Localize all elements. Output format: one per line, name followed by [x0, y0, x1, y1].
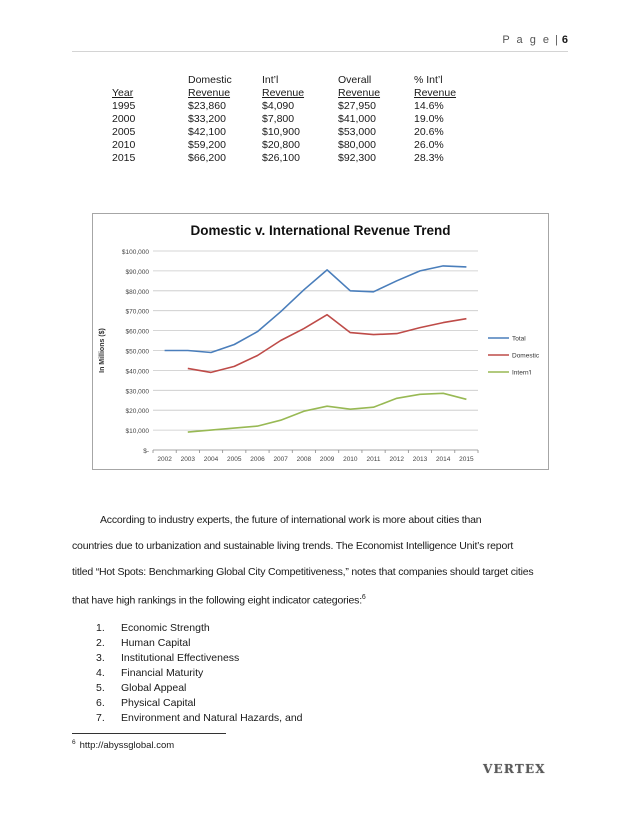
paragraph-line-1: According to industry experts, the future of international work is more about cities than [100, 514, 482, 526]
y-axis-title: In Millions ($) [99, 328, 106, 373]
list-item: 6. Physical Capital [96, 697, 196, 709]
table-cell: $4,090 [262, 100, 295, 112]
table-row [112, 126, 474, 139]
page-header [0, 34, 568, 46]
series-line-internl [188, 393, 467, 432]
footnote-reference[interactable]: 6 [361, 594, 366, 601]
footnote-number: 6 [72, 739, 76, 746]
header-pct-intl: % Int’l Revenue [414, 74, 457, 99]
header-intl: Int’l Revenue [262, 74, 305, 99]
table-cell: 2010 [112, 139, 136, 151]
table-cell: $23,860 [188, 100, 226, 112]
header-year: Year [112, 87, 134, 99]
table-cell: $26,100 [262, 152, 300, 164]
legend-label: Total [512, 335, 526, 343]
x-tick-label: 2015 [459, 456, 474, 463]
x-tick-label: 2012 [389, 456, 404, 463]
list-item: 5. Global Appeal [96, 682, 187, 694]
chart-title: Domestic v. International Revenue Trend [190, 223, 451, 238]
x-tick-label: 2006 [250, 456, 265, 463]
x-tick-label: 2013 [412, 456, 428, 463]
paragraph-line-3: titled “Hot Spots: Benchmarking Global City Competitiveness,” notes that companies should target cities [72, 566, 534, 578]
indicator-list [96, 621, 303, 726]
list-item: 1. Economic Strength [96, 622, 210, 634]
y-tick-label: $- [143, 448, 149, 455]
legend-label: Domestic [512, 352, 540, 360]
revenue-trend-chart [92, 213, 549, 470]
header-overall: Overall Revenue [338, 74, 381, 99]
table-cell: $27,950 [338, 100, 376, 112]
table-cell: $33,200 [188, 113, 226, 125]
table-cell: $66,200 [188, 152, 226, 164]
list-item: 4. Financial Maturity [96, 667, 204, 679]
table-cell: $42,100 [188, 126, 226, 138]
table-cell: 2005 [112, 126, 136, 138]
x-tick-label: 2007 [273, 456, 288, 463]
x-tick-label: 2008 [296, 456, 312, 463]
table-cell: $59,200 [188, 139, 226, 151]
table-row [112, 152, 474, 165]
table-cell: $7,800 [262, 113, 295, 125]
table-cell: $20,800 [262, 139, 300, 151]
table-row [112, 139, 474, 152]
table-cell: $10,900 [262, 126, 300, 138]
y-tick-label: $40,000 [125, 368, 149, 376]
footnote-link[interactable]: http://abyssglobal.com [79, 740, 175, 752]
table-cell: 28.3% [414, 152, 444, 164]
page-number: 6 [561, 34, 568, 46]
x-tick-label: 2011 [366, 456, 381, 463]
footnote-rule [72, 733, 226, 734]
table-cell: 26.0% [414, 139, 444, 151]
x-tick-label: 2014 [435, 456, 451, 463]
table-cell: 19.0% [414, 113, 444, 125]
revenue-table [112, 74, 474, 165]
table-cell: $53,000 [338, 126, 376, 138]
x-tick-label: 2009 [319, 456, 335, 463]
table-cell: 20.6% [414, 126, 444, 138]
footnote [72, 739, 174, 751]
vertex-logo: VERTEX [483, 762, 546, 776]
table-row [112, 100, 474, 113]
x-tick-label: 2005 [227, 456, 242, 463]
legend-label: Intern'l [512, 369, 532, 377]
table-cell: 2015 [112, 152, 136, 164]
x-tick-label: 2004 [203, 456, 219, 463]
x-tick-label: 2003 [180, 456, 196, 463]
y-tick-label: $100,000 [121, 249, 149, 256]
list-item: 2. Human Capital [96, 637, 191, 649]
y-tick-label: $20,000 [125, 408, 149, 416]
y-tick-label: $80,000 [125, 288, 149, 296]
header-rule [72, 51, 568, 52]
list-item: 3. Institutional Effectiveness [96, 652, 240, 664]
y-tick-label: $60,000 [125, 328, 149, 336]
series-line-domestic [188, 315, 467, 373]
x-tick-label: 2002 [157, 456, 172, 463]
page-label: P a g e [502, 34, 552, 46]
table-cell: 1995 [112, 100, 136, 112]
paragraph-line-4-text: that have high rankings in the following eight indicator categories: [72, 594, 362, 607]
table-cell: 2000 [112, 113, 136, 125]
table-cell: $80,000 [338, 139, 376, 151]
y-tick-label: $70,000 [125, 308, 149, 316]
series-line-total [165, 266, 467, 353]
table-cell: 14.6% [414, 100, 444, 112]
table-header-row [112, 74, 474, 100]
y-tick-label: $50,000 [125, 348, 149, 356]
paragraph-line-4 [72, 591, 592, 608]
table-row [112, 113, 474, 126]
table-cell: $92,300 [338, 152, 376, 164]
x-tick-label: 2010 [343, 456, 358, 463]
page-separator: | [555, 34, 558, 46]
y-tick-label: $30,000 [125, 388, 149, 396]
header-domestic: Domestic Revenue [188, 74, 232, 99]
list-item: 7. Environment and Natural Hazards, and [96, 712, 303, 724]
chart-plot [93, 214, 548, 469]
y-tick-label: $90,000 [125, 268, 149, 276]
y-tick-label: $10,000 [125, 428, 149, 436]
table-cell: $41,000 [338, 113, 376, 125]
paragraph-line-2: countries due to urbanization and sustainable living trends. The Economist Intelligence Unit’s report [72, 540, 514, 552]
